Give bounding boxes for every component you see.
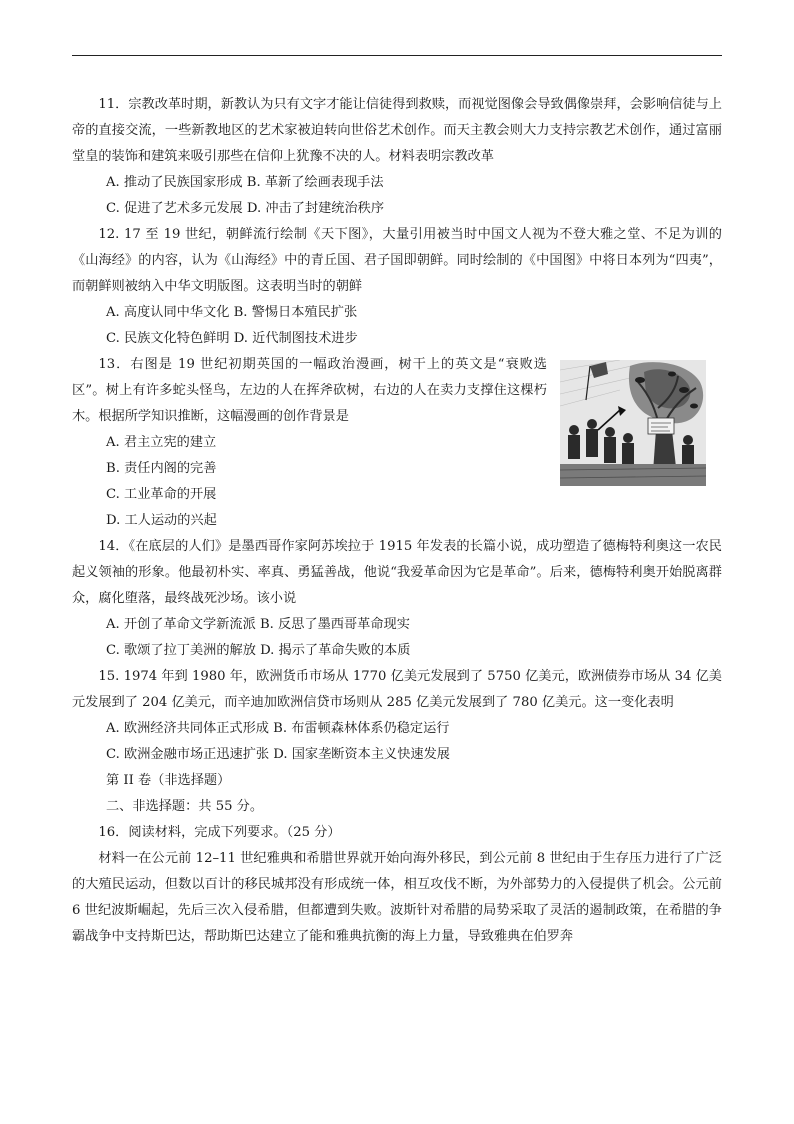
q11-options-ab: A. 推动了民族国家形成 B. 革新了绘画表现手法: [106, 175, 384, 190]
q13-option-b: B. 责任内阁的完善: [106, 461, 217, 476]
q14-options-cd: C. 歌颂了拉丁美洲的解放 D. 揭示了革命失败的本质: [106, 643, 411, 658]
volume-title: 第 II 卷（非选择题）: [106, 773, 231, 788]
q11-stem: 11．宗教改革时期，新教认为只有文字才能让信徒得到救赎，而视觉图像会导致偶像崇拜，会影响信徒与上帝的直接交流，一些新教地区的艺术家被迫转向世俗艺术创作。而天主教会则大力支持宗教艺术创作，通过富丽堂皇的装饰和建筑来吸引那些在信仰上犹豫不决的人。材料表明宗教改革: [72, 97, 722, 164]
q16-material: 材料一在公元前 12–11 世纪雅典和希腊世界就开始向海外移民，到公元前 8 世纪由于生存压力进行了广泛的大殖民运动，但数以百计的移民城邦没有形成统一体，相互攻伐不断，为外部势力的入侵提供了机会。公元前 6 世纪波斯崛起，先后三次入侵希腊，但都遭到失败。波斯针对希腊的局势采取了灵活的遏制政策，在希腊的争霸战争中支持斯巴达，帮助斯巴达建立了能和雅典抗衡的海上力量，导致雅典在伯罗奔: [72, 851, 722, 944]
political-cartoon-image: [560, 360, 706, 486]
q13-option-a: A. 君主立宪的建立: [106, 435, 217, 450]
q14-options-ab: A. 开创了革命文学新流派 B. 反思了墨西哥革命现实: [106, 617, 410, 632]
part-title: 二、非选择题：共 55 分。: [106, 799, 264, 814]
q15-options-ab: A. 欧洲经济共同体正式形成 B. 布雷顿森林体系仍稳定运行: [106, 721, 450, 736]
exam-content: [72, 92, 722, 950]
q13-stem: 13．右图是 19 世纪初期英国的一幅政治漫画，树干上的英文是“衰败选区”。树上有许多蛇头怪鸟，左边的人在挥斧砍树，右边的人在卖力支撑住这棵朽木。根据所学知识推断，这幅漫画的创作背景是: [72, 357, 547, 424]
q13-block: [72, 352, 722, 534]
q15-options-cd: C. 欧洲金融市场正迅速扩张 D. 国家垄断资本主义快速发展: [106, 747, 450, 762]
q15-stem: 15. 1974 年到 1980 年，欧洲货币市场从 1770 亿美元发展到了 5750 亿美元，欧洲债券市场从 34 亿美元发展到了 204 亿美元，而辛迪加欧洲信贷市场则从 285 亿美元发展到了 780 亿美元。这一变化表明: [72, 669, 722, 710]
q12-stem: 12. 17 至 19 世纪，朝鲜流行绘制《天下图》，大量引用被当时中国文人视为不登大雅之堂、不足为训的《山海经》的内容，认为《山海经》中的青丘国、君子国即朝鲜。同时绘制的《中国图》中将日本列为“四夷”，而朝鲜则被纳入中华文明版图。这表明当时的朝鲜: [72, 227, 722, 294]
q13-option-d: D. 工人运动的兴起: [106, 513, 217, 528]
q12-options-ab: A. 高度认同中华文化 B. 警惕日本殖民扩张: [106, 305, 358, 320]
q11-options-cd: C. 促进了艺术多元发展 D. 冲击了封建统治秩序: [106, 201, 385, 216]
q12-options-cd: C. 民族文化特色鲜明 D. 近代制图技术进步: [106, 331, 358, 346]
header-rule: [72, 55, 722, 56]
q13-option-c: C. 工业革命的开展: [106, 487, 217, 502]
q14-stem: 14．《在底层的人们》是墨西哥作家阿苏埃拉于 1915 年发表的长篇小说，成功塑造了德梅特利奥这一农民起义领袖的形象。他最初朴实、率真、勇猛善战，他说“我爱革命因为它是革命”。后来，德梅特利奥开始脱离群众，腐化堕落，最终战死沙场。该小说: [72, 539, 722, 606]
q16-stem: 16．阅读材料，完成下列要求。（25 分）: [98, 825, 341, 840]
